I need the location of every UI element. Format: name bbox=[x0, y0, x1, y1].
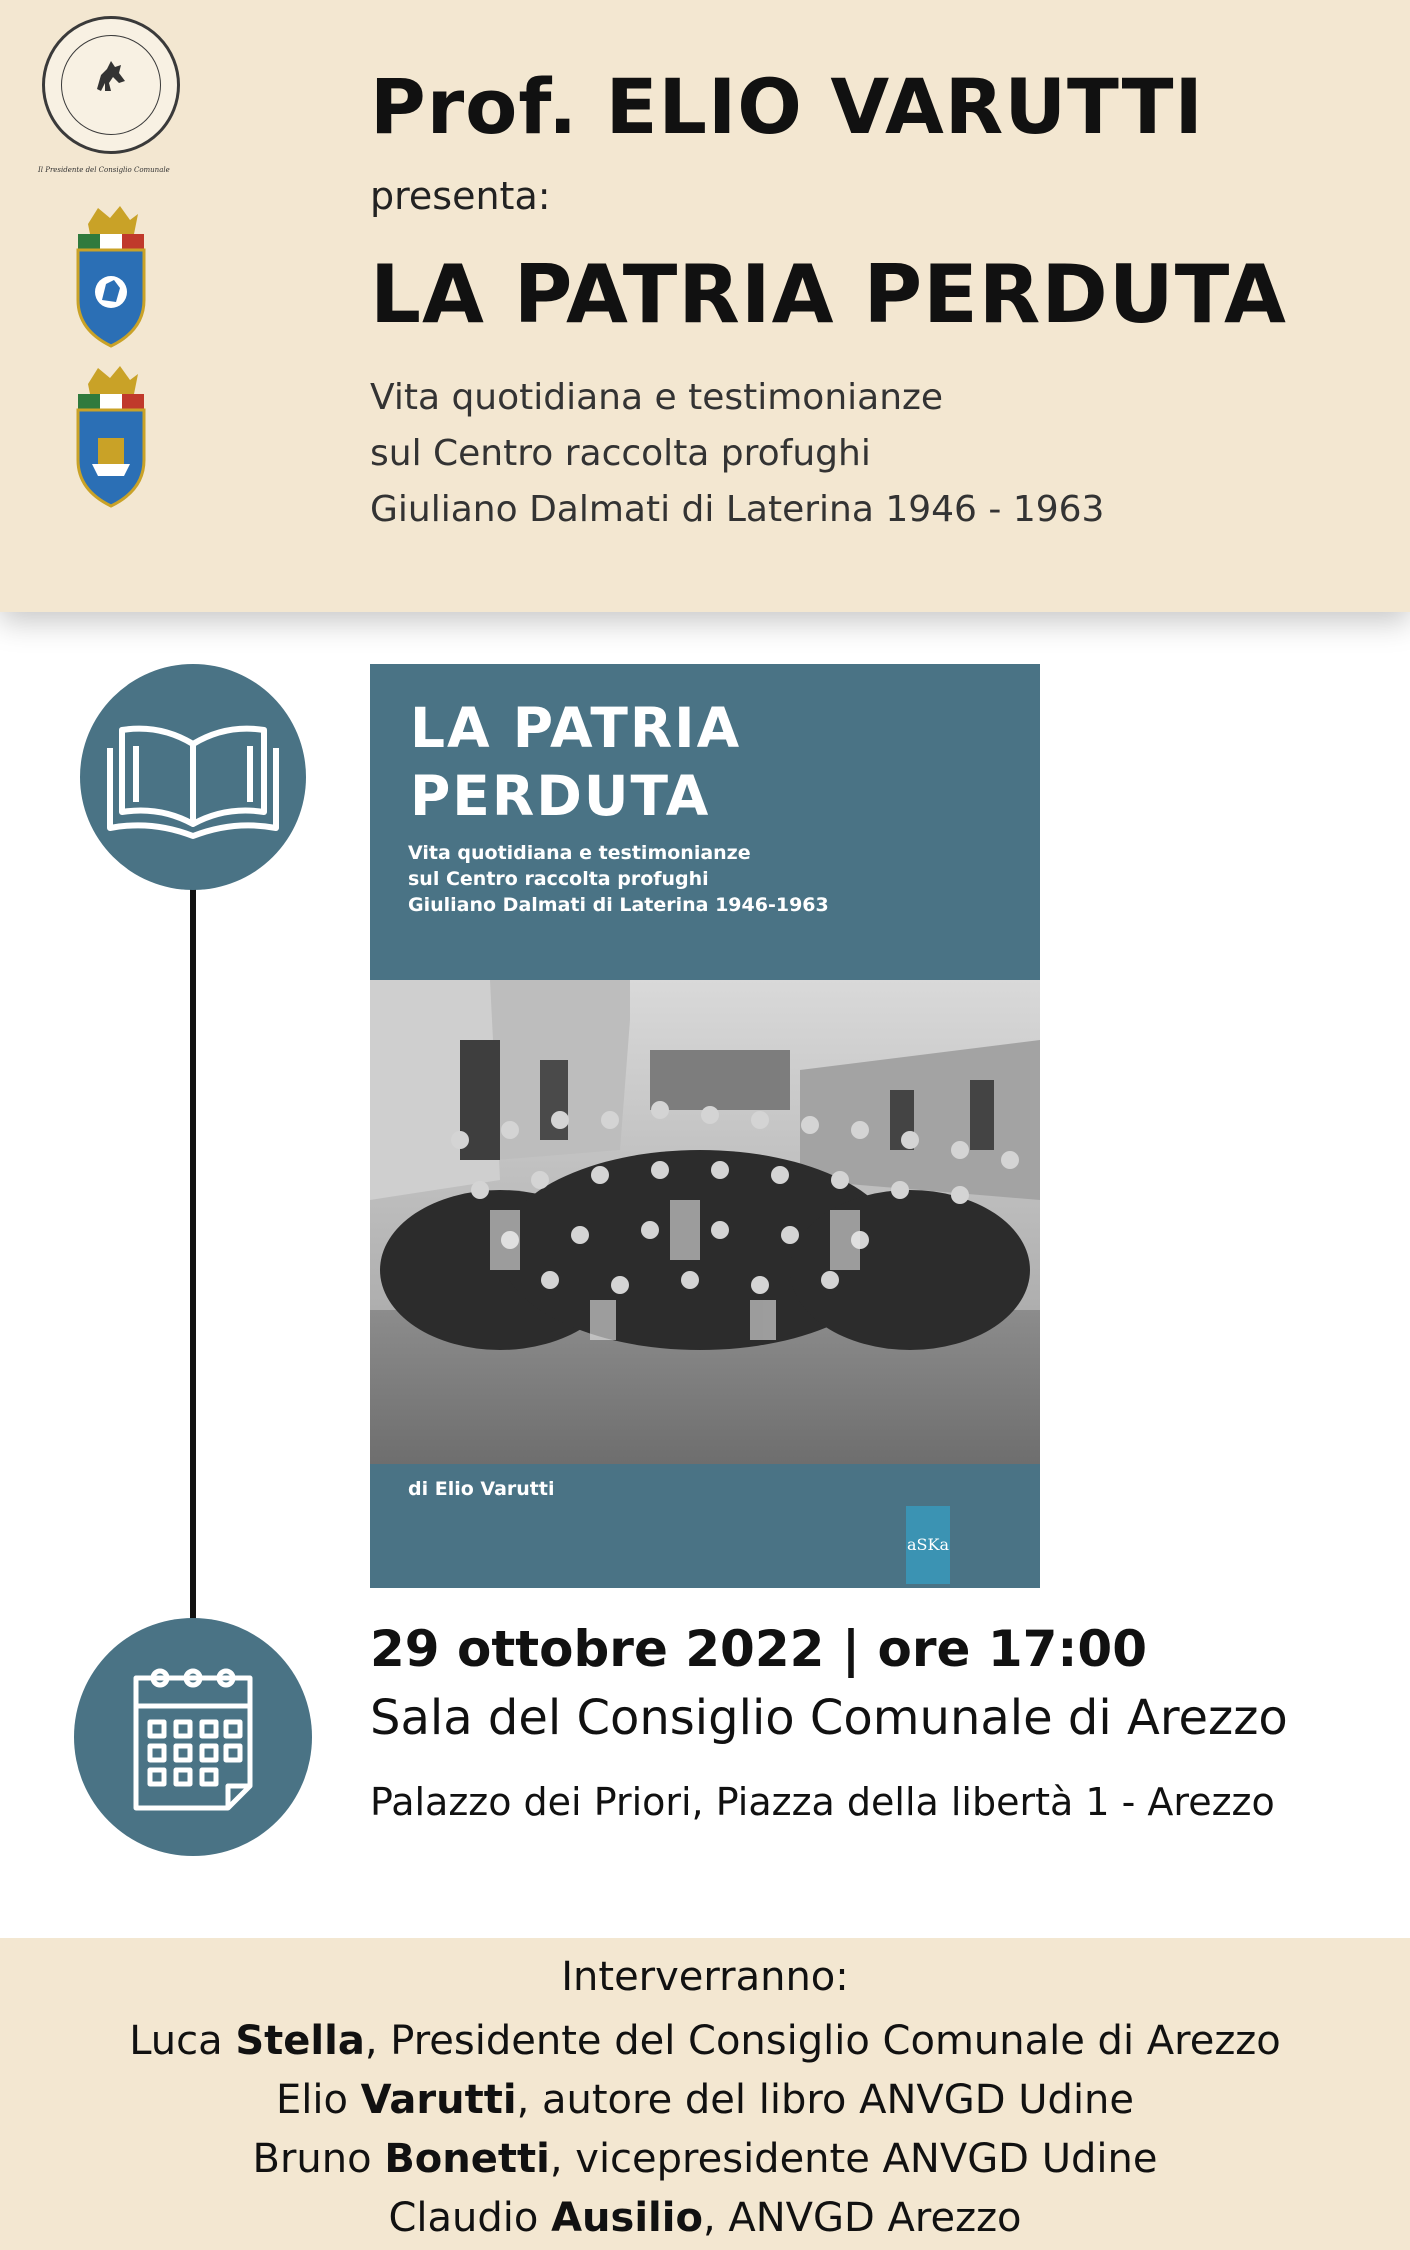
header-banner bbox=[0, 0, 1410, 612]
horse-emblem-icon bbox=[89, 53, 133, 97]
cover-author: di Elio Varutti bbox=[408, 1478, 555, 1500]
speakers-heading: Interverranno: bbox=[561, 1954, 849, 2000]
presents-label: presenta: bbox=[370, 174, 551, 218]
book-circle bbox=[80, 664, 306, 890]
event-title: LA PATRIA PERDUTA bbox=[370, 248, 1287, 341]
calendar-circle bbox=[74, 1618, 312, 1856]
event-venue: Sala del Consiglio Comunale di Arezzo bbox=[370, 1690, 1288, 1746]
calendar-icon bbox=[74, 1618, 312, 1856]
seal-caption: Il Presidente del Consiglio Comunale bbox=[38, 166, 170, 174]
publisher-logo: aSKa bbox=[906, 1506, 950, 1584]
speaker-line: Luca Stella, Presidente del Consiglio Comunale di Arezzo bbox=[129, 2018, 1281, 2064]
cover-title: LA PATRIA PERDUTA bbox=[410, 696, 742, 828]
speaker-line: Claudio Ausilio, ANVGD Arezzo bbox=[388, 2195, 1022, 2241]
comune-arezzo-seal-logo bbox=[42, 16, 180, 154]
province-crest-logo bbox=[68, 204, 154, 364]
speaker-line: Elio Varutti, autore del libro ANVGD Udine bbox=[275, 2077, 1135, 2123]
event-address: Palazzo dei Priori, Piazza della libertà 1 - Arezzo bbox=[370, 1780, 1275, 1824]
speakers-list bbox=[0, 2012, 1410, 2248]
event-date-time: 29 ottobre 2022 | ore 17:00 bbox=[370, 1620, 1147, 1678]
speakers-footer bbox=[0, 1938, 1410, 2250]
cover-group-photo bbox=[370, 980, 1040, 1464]
cover-subtitle: Vita quotidiana e testimonianze sul Centro raccolta profughi Giuliano Dalmati di Laterina 1946-1963 bbox=[408, 842, 829, 916]
event-subtitle: Vita quotidiana e testimonianze sul Centro raccolta profughi Giuliano Dalmati di Laterina 1946 - 1963 bbox=[370, 377, 1105, 530]
timeline-line bbox=[190, 880, 196, 1640]
province-crest-logo bbox=[68, 364, 154, 524]
presenter-name: Prof. ELIO VARUTTI bbox=[370, 62, 1204, 151]
book-cover bbox=[370, 664, 1040, 1588]
open-book-icon bbox=[80, 664, 306, 890]
speaker-line: Bruno Bonetti, vicepresidente ANVGD Udine bbox=[252, 2136, 1158, 2182]
